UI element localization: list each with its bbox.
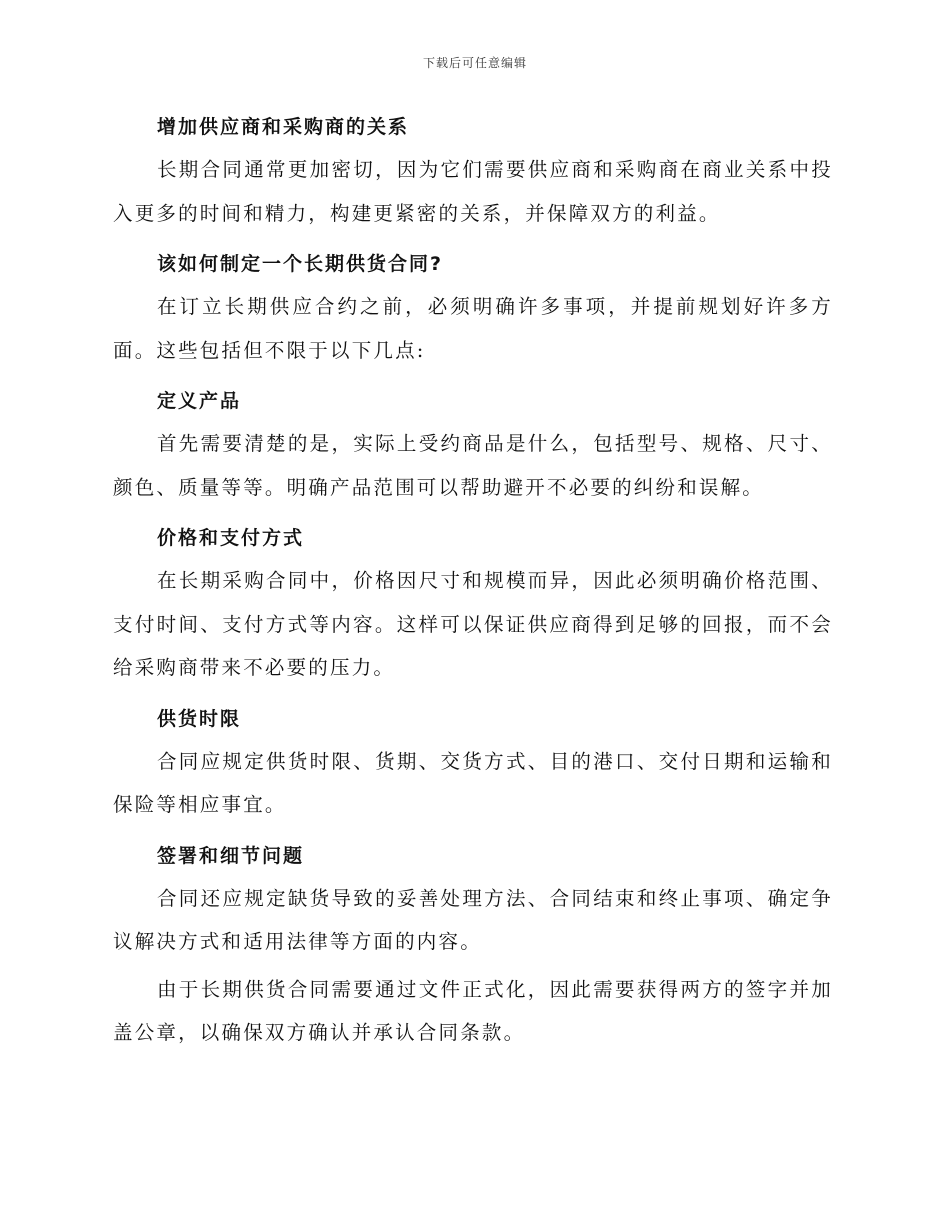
section-paragraph: 在订立长期供应合约之前，必须明确许多事项，并提前规划好许多方面。这些包括但不限于以下几点:	[113, 295, 833, 362]
page-header: 下载后可任意编辑	[422, 56, 527, 70]
section-heading: 增加供应商和采购商的关系	[157, 116, 410, 138]
section-heading: 该如何制定一个长期供货合同?	[157, 253, 444, 275]
section-paragraph: 由于长期供货合同需要通过文件正式化，因此需要获得两方的签字并加盖公章，以确保双方确认并承认合同条款。	[113, 977, 833, 1044]
section-heading: 签署和细节问题	[157, 844, 305, 867]
section-paragraph: 长期合同通常更加密切，因为它们需要供应商和采购商在商业关系中投入更多的时间和精力，构建更紧密的关系，并保障双方的利益。	[113, 158, 833, 225]
section-paragraph: 在长期采购合同中，价格因尺寸和规模而异，因此必须明确价格范围、支付时间、支付方式等内容。这样可以保证供应商得到足够的回报，而不会给采购商带来不必要的压力。	[113, 569, 833, 679]
section-paragraph: 合同应规定供货时限、货期、交货方式、目的港口、交付日期和运输和保险等相应事宜。	[113, 749, 833, 816]
section-paragraph: 合同还应规定缺货导致的妥善处理方法、合同结束和终止事项、确定争议解决方式和适用法律等方面的内容。	[113, 886, 833, 953]
section-paragraph: 首先需要清楚的是，实际上受约商品是什么，包括型号、规格、尺寸、颜色、质量等等。明确产品范围可以帮助避开不必要的纠纷和误解。	[113, 432, 833, 499]
section-heading: 价格和支付方式	[157, 527, 305, 549]
section-heading: 供货时限	[157, 707, 242, 730]
document-body	[113, 110, 833, 1055]
section-heading: 定义产品	[157, 390, 242, 412]
